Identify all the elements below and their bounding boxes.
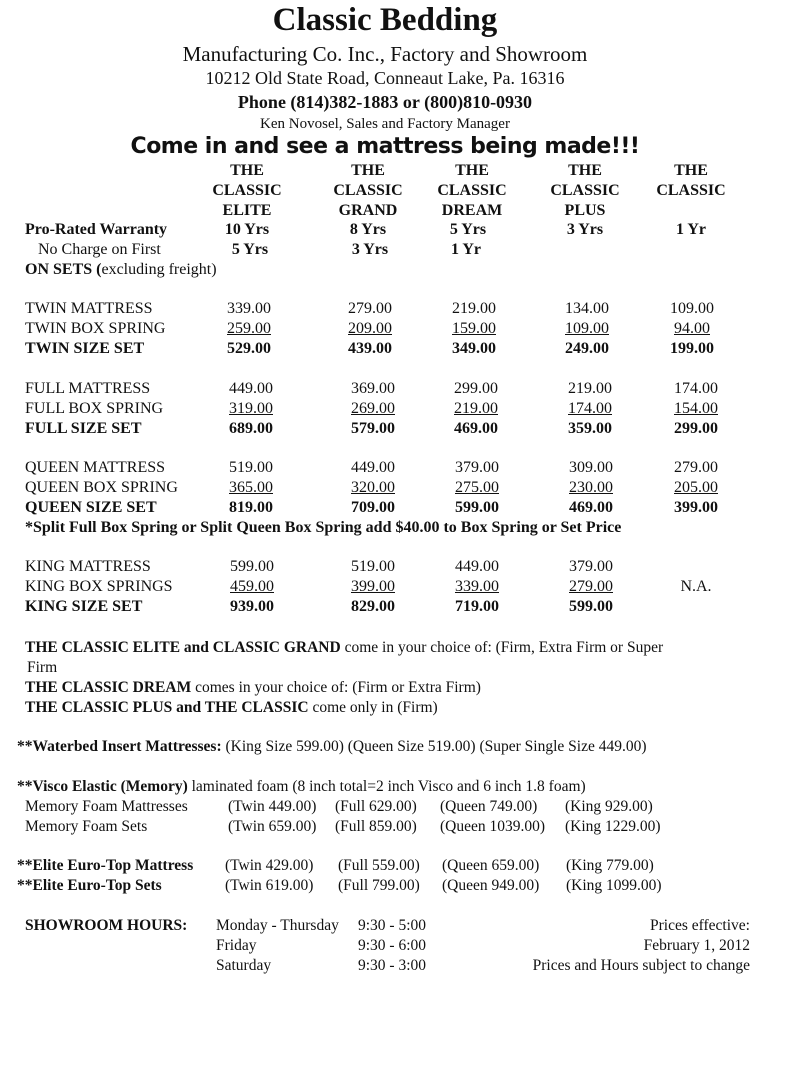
price-cell: 279.00: [569, 578, 613, 595]
price-cell: 299.00: [454, 380, 498, 397]
memory-foam-price: (Queen 1039.00): [440, 818, 546, 835]
split-box-spring-note: *Split Full Box Spring or Split Queen Box Spring add $40.00 to Box Spring or Set Price: [25, 519, 622, 536]
firmness-elite-grand: [25, 639, 663, 657]
price-cell: 269.00: [351, 400, 395, 417]
page-title: Classic Bedding: [272, 2, 498, 38]
column-header-3-line1: THE: [455, 162, 489, 179]
hours-day: Saturday: [216, 957, 272, 974]
price-cell: 459.00: [230, 578, 274, 595]
price-row-label: QUEEN BOX SPRING: [25, 479, 178, 496]
memory-foam-price: (Twin 449.00): [228, 798, 317, 815]
waterbed-insert-line: [17, 738, 647, 756]
memory-foam-price: (Full 859.00): [335, 818, 417, 835]
price-cell: 689.00: [229, 420, 273, 437]
column-header-2-line2: CLASSIC: [333, 182, 403, 199]
no-charge-value: 5 Yrs: [231, 241, 269, 258]
price-cell: 449.00: [229, 380, 273, 397]
column-header-3-line2: CLASSIC: [437, 182, 507, 199]
price-cell: 219.00: [568, 380, 612, 397]
firmness-elite-grand-bold: THE CLASSIC ELITE and CLASSIC GRAND: [25, 639, 341, 656]
column-header-5-line2: CLASSIC: [656, 182, 726, 199]
firmness-elite-grand-rest: come in your choice of: (Firm, Extra Firm or Super: [340, 639, 664, 656]
price-cell: 599.00: [230, 558, 274, 575]
pro-rated-warranty-label: Pro-Rated Warranty: [25, 221, 168, 238]
hours-time: 9:30 - 3:00: [358, 957, 427, 974]
price-cell: 469.00: [569, 499, 613, 516]
price-cell: 230.00: [569, 479, 613, 496]
price-cell: 320.00: [351, 479, 395, 496]
visco-elastic-rest: laminated foam (8 inch total=2 inch Visco and 6 inch 1.8 foam): [187, 778, 586, 795]
price-cell: 365.00: [229, 479, 273, 496]
euro-top-price: (Full 799.00): [338, 877, 420, 894]
company-subtitle: Manufacturing Co. Inc., Factory and Showroom: [182, 42, 588, 66]
on-sets-bold: ON SETS (: [25, 261, 102, 278]
euro-top-row-label: **Elite Euro-Top Mattress: [17, 857, 194, 874]
price-cell: 519.00: [351, 558, 395, 575]
price-cell: 519.00: [229, 459, 273, 476]
price-cell: 249.00: [565, 340, 609, 357]
showroom-hours-label: SHOWROOM HOURS:: [25, 917, 188, 934]
price-row-label: TWIN MATTRESS: [25, 300, 153, 317]
hours-time: 9:30 - 6:00: [358, 937, 427, 954]
sales-manager: Ken Novosel, Sales and Factory Manager: [260, 116, 510, 132]
price-cell: 174.00: [568, 400, 612, 417]
price-cell: 939.00: [230, 598, 274, 615]
price-row-label: FULL BOX SPRING: [25, 400, 164, 417]
price-cell: 279.00: [348, 300, 392, 317]
firmness-elite-grand-continued: Firm: [27, 659, 58, 676]
price-cell: 219.00: [452, 300, 496, 317]
price-cell: 309.00: [569, 459, 613, 476]
price-row-label: FULL MATTRESS: [25, 380, 151, 397]
euro-top-price: (Twin 619.00): [225, 877, 314, 894]
price-cell: 819.00: [229, 499, 273, 516]
price-row-label: KING SIZE SET: [25, 598, 143, 615]
price-cell: 159.00: [452, 320, 496, 337]
column-header-4-line2: CLASSIC: [550, 182, 620, 199]
pro-rated-warranty-value: 1 Yr: [675, 221, 707, 238]
column-header-2-line1: THE: [351, 162, 385, 179]
price-cell: 359.00: [568, 420, 612, 437]
company-phone: Phone (814)382-1883 or (800)810-0930: [237, 92, 533, 112]
firmness-dream: [25, 679, 481, 697]
euro-top-price: (Queen 949.00): [442, 877, 540, 894]
price-cell: 339.00: [455, 578, 499, 595]
price-cell: 379.00: [569, 558, 613, 575]
prices-effective-label: Prices effective:: [650, 917, 750, 934]
price-cell: 349.00: [452, 340, 496, 357]
firmness-dream-bold: THE CLASSIC DREAM: [25, 679, 192, 696]
euro-top-price: (King 1099.00): [566, 877, 662, 894]
price-cell: 319.00: [229, 400, 273, 417]
visco-elastic-bold: **Visco Elastic (Memory): [17, 778, 188, 795]
no-charge-label: No Charge on First: [38, 241, 161, 258]
pro-rated-warranty-value: 3 Yrs: [566, 221, 604, 238]
hours-day: Monday - Thursday: [216, 917, 339, 934]
column-header-1-line2: CLASSIC: [212, 182, 282, 199]
memory-foam-price: (King 929.00): [565, 798, 653, 815]
price-cell: 599.00: [455, 499, 499, 516]
column-header-5-line1: THE: [674, 162, 708, 179]
pro-rated-warranty-value: 10 Yrs: [224, 221, 270, 238]
column-header-4-line3: PLUS: [564, 202, 606, 219]
price-row-label: QUEEN MATTRESS: [25, 459, 166, 476]
company-address: 10212 Old State Road, Conneaut Lake, Pa. 16316: [205, 68, 565, 88]
price-cell: 709.00: [351, 499, 395, 516]
column-header-2-line3: GRAND: [338, 202, 398, 219]
memory-foam-row-label: Memory Foam Sets: [25, 818, 148, 835]
price-cell: 299.00: [674, 420, 718, 437]
euro-top-price: (King 779.00): [566, 857, 654, 874]
memory-foam-price: (Full 629.00): [335, 798, 417, 815]
memory-foam-row-label: Memory Foam Mattresses: [25, 798, 188, 815]
price-row-label: TWIN BOX SPRING: [25, 320, 166, 337]
price-cell: 399.00: [674, 499, 718, 516]
pro-rated-warranty-value: 5 Yrs: [449, 221, 487, 238]
column-header-1-line1: THE: [230, 162, 264, 179]
price-cell: 379.00: [455, 459, 499, 476]
tagline: Come in and see a mattress being made!!!: [130, 134, 640, 159]
memory-foam-price: (Queen 749.00): [440, 798, 538, 815]
euro-top-price: (Full 559.00): [338, 857, 420, 874]
price-row-label: QUEEN SIZE SET: [25, 499, 157, 516]
on-sets-note: [25, 261, 217, 279]
price-cell: 469.00: [454, 420, 498, 437]
price-cell: 449.00: [455, 558, 499, 575]
price-cell: 174.00: [674, 380, 718, 397]
memory-foam-price: (Twin 659.00): [228, 818, 317, 835]
hours-time: 9:30 - 5:00: [358, 917, 427, 934]
column-header-1-line3: ELITE: [222, 202, 272, 219]
price-cell: 205.00: [674, 479, 718, 496]
price-row-label: TWIN SIZE SET: [25, 340, 145, 357]
price-cell: 209.00: [348, 320, 392, 337]
waterbed-insert-rest: (King Size 599.00) (Queen Size 519.00) (Super Single Size 449.00): [221, 738, 647, 755]
on-sets-rest: excluding freight): [101, 261, 217, 278]
price-cell: 154.00: [674, 400, 718, 417]
price-cell: 109.00: [670, 300, 714, 317]
price-cell: 339.00: [227, 300, 271, 317]
firmness-dream-rest: comes in your choice of: (Firm or Extra Firm): [191, 679, 481, 696]
price-cell: 439.00: [348, 340, 392, 357]
hours-day: Friday: [216, 937, 257, 954]
column-header-4-line1: THE: [568, 162, 602, 179]
price-cell: 109.00: [565, 320, 609, 337]
visco-elastic-line: [17, 778, 586, 796]
price-cell: 599.00: [569, 598, 613, 615]
prices-effective-date: February 1, 2012: [643, 937, 750, 954]
no-charge-value: 3 Yrs: [351, 241, 389, 258]
price-cell: 829.00: [351, 598, 395, 615]
price-row-label: KING MATTRESS: [25, 558, 151, 575]
price-cell: 369.00: [351, 380, 395, 397]
price-row-label: FULL SIZE SET: [25, 420, 142, 437]
euro-top-price: (Queen 659.00): [442, 857, 540, 874]
price-cell: 94.00: [674, 320, 710, 337]
price-cell: 529.00: [227, 340, 271, 357]
price-cell: 449.00: [351, 459, 395, 476]
price-cell: N.A.: [680, 578, 712, 595]
price-cell: 199.00: [670, 340, 714, 357]
price-cell: 399.00: [351, 578, 395, 595]
price-row-label: KING BOX SPRINGS: [25, 578, 173, 595]
price-cell: 719.00: [455, 598, 499, 615]
price-cell: 279.00: [674, 459, 718, 476]
prices-subject-to-change: Prices and Hours subject to change: [532, 957, 750, 974]
firmness-plus-classic-bold: THE CLASSIC PLUS and THE CLASSIC: [25, 699, 309, 716]
price-cell: 259.00: [227, 320, 271, 337]
no-charge-value: 1 Yr: [450, 241, 482, 258]
price-cell: 134.00: [565, 300, 609, 317]
firmness-plus-classic: [25, 699, 438, 717]
memory-foam-price: (King 1229.00): [565, 818, 661, 835]
pro-rated-warranty-value: 8 Yrs: [349, 221, 387, 238]
price-cell: 579.00: [351, 420, 395, 437]
price-cell: 275.00: [455, 479, 499, 496]
waterbed-insert-bold: **Waterbed Insert Mattresses:: [17, 738, 222, 755]
column-header-3-line3: DREAM: [441, 202, 503, 219]
firmness-plus-classic-rest: come only in (Firm): [308, 699, 438, 716]
price-cell: 219.00: [454, 400, 498, 417]
euro-top-row-label: **Elite Euro-Top Sets: [17, 877, 162, 894]
euro-top-price: (Twin 429.00): [225, 857, 314, 874]
